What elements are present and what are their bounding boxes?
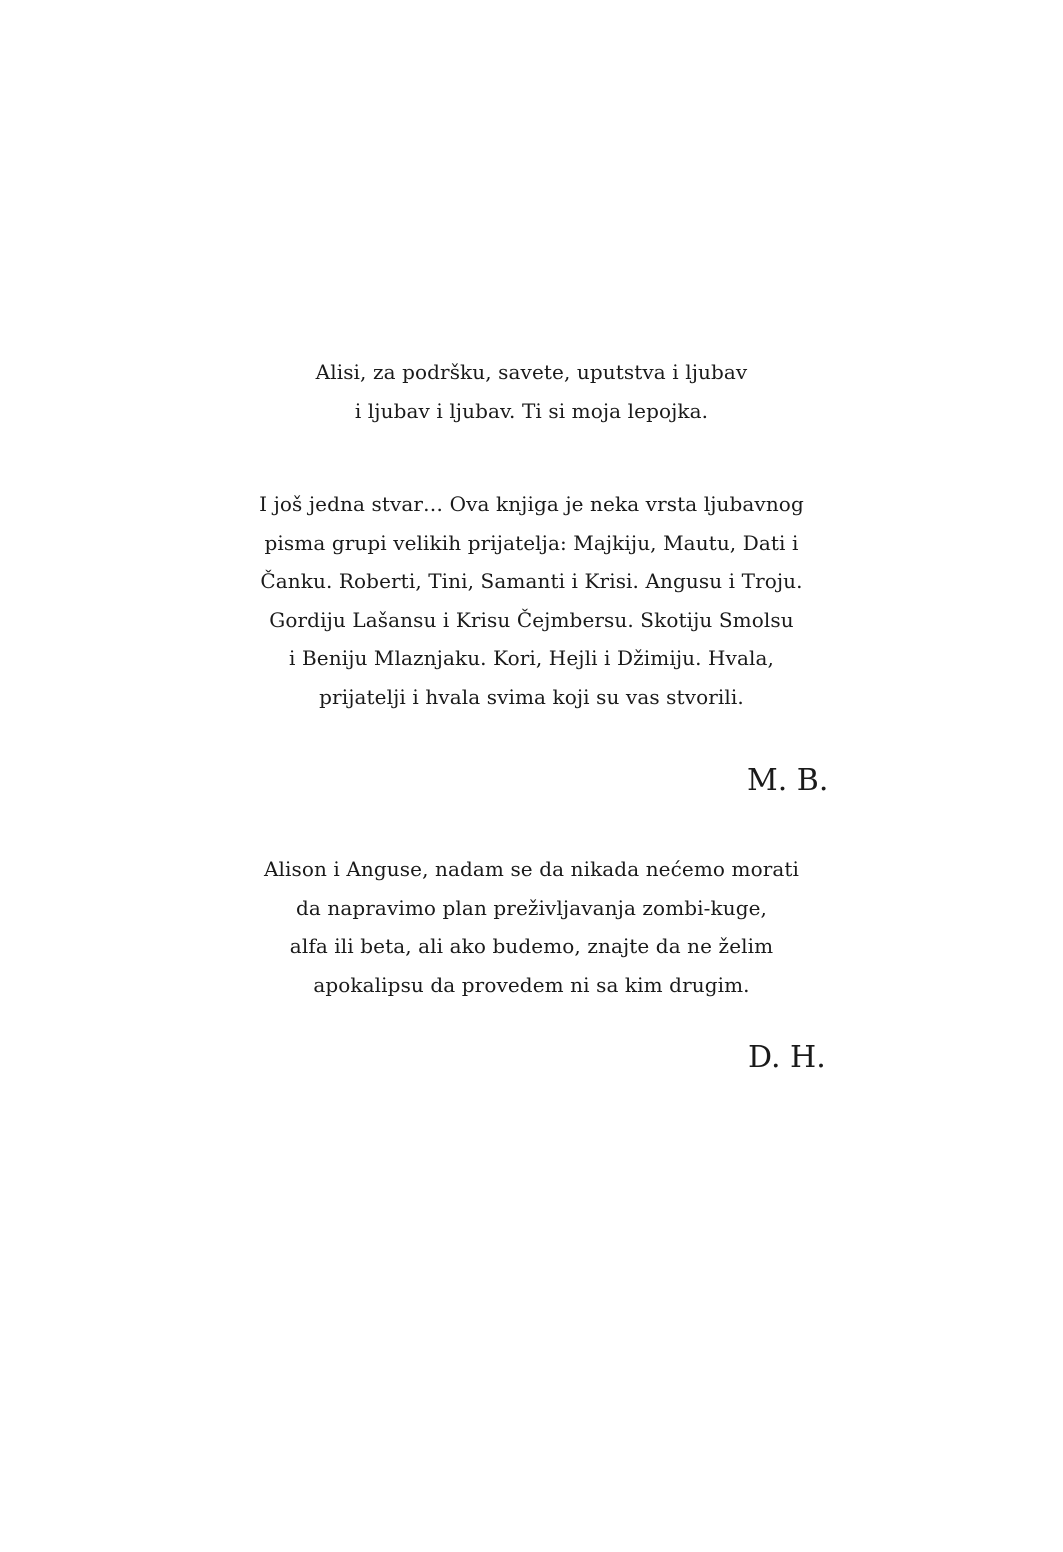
- text-line: alfa ili beta, ali ako budemo, znajte da ne želim: [289, 934, 774, 958]
- dedication-alison: [0, 850, 1063, 1004]
- dedication-friends: [0, 485, 1063, 716]
- text-line: Čanku. Roberti, Tini, Samanti i Krisi. Angusu i Troju.: [260, 569, 803, 593]
- signature-dh: D. H.: [748, 1040, 826, 1075]
- text-line: apokalipsu da provedem ni sa kim drugim.: [313, 972, 750, 997]
- text-line: I još jedna stvar… Ova knjiga je neka vrsta ljubavnog: [259, 492, 804, 516]
- text-line: pisma grupi velikih prijatelja: Majkiju, Mautu, Dati i: [264, 530, 799, 555]
- signature-mb: M. B.: [747, 763, 829, 798]
- text-line: Alisi, za podršku, savete, uputstva i ljubav: [315, 360, 748, 384]
- text-line: Alison i Anguse, nadam se da nikada nećemo morati: [263, 857, 800, 881]
- text-line: prijatelji i hvala svima koji su vas stvorili.: [319, 684, 744, 709]
- dedication-alisi: [0, 353, 1063, 430]
- text-line: i Beniju Mlaznjaku. Kori, Hejli i Džimiju. Hvala,: [289, 646, 774, 670]
- text-line: Gordiju Lašansu i Krisu Čejmbersu. Skotiju Smolsu: [269, 607, 794, 632]
- text-line: da napravimo plan preživljavanja zombi-kuge,: [295, 895, 768, 920]
- text-line: i ljubav i ljubav. Ti si moja lepojka.: [354, 398, 709, 423]
